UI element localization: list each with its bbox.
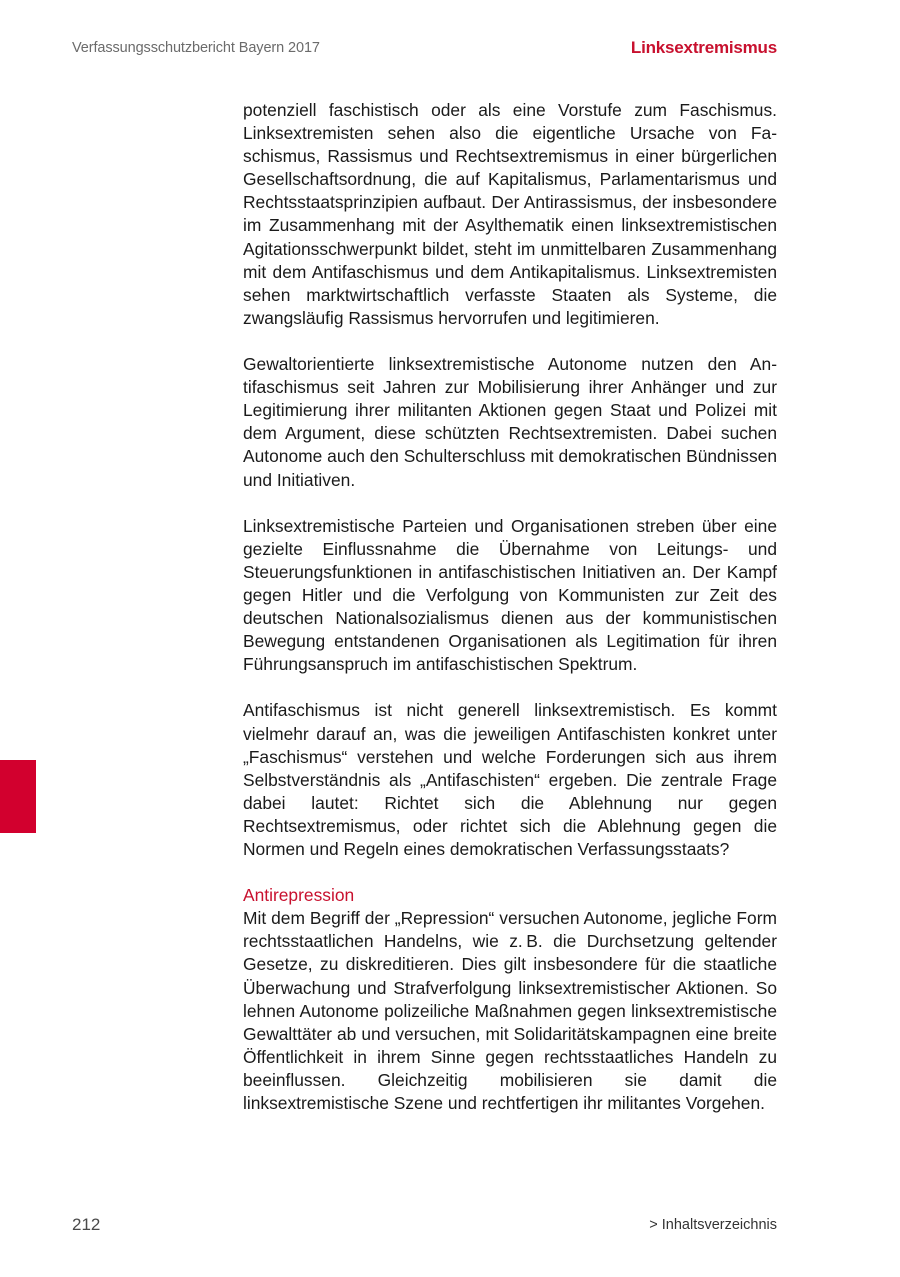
chapter-title: Linksextremismus: [630, 38, 777, 57]
chapter-side-tab: [0, 760, 36, 833]
paragraph-antirepression: Mit dem Begriff der „Repression“ versuchen Autonome, jegliche Form rechtsstaatlichen Handelns, wie z. B. die Durchsetzung geltender Gesetze, zu diskreditieren. Dies gilt insbesondere für die staatliche Überwachung und Strafverfolgung linksextremistischer Aktionen. So lehnen Autonome polizeiliche Maßnahmen gegen linksextremistische Gewalttäter ab und versuchen, mit Solidaritätskampagnen eine breite Öffentlichkeit in ihrem Sinne gegen rechtsstaatliches Handeln zu beeinflussen. Gleichzeitig mobilisieren sie damit die linksextremistische Szene und rechtfertigen ihr militantes Vorgehen.: [243, 908, 777, 1114]
page-number: 212: [72, 1215, 101, 1234]
paragraph-1: potenziell faschistisch oder als eine Vorstufe zum Faschismus. Linksextremisten sehen also die eigentliche Ursache von Faschismus, Rassismus und Rechtsextremismus in einer bürgerlichen Gesellschaftsordnung, die auf Kapitalismus, Parlamentarismus und Rechtsstaatsprinzipien aufbaut. Der Antirassismus, der insbesondere im Zusammenhang mit der Asylthematik einen linksextremistischen Agitationsschwerpunkt bildet, steht im unmittelbaren Zusammenhang mit dem Antifaschismus und dem Antikapitalismus. Linksextremisten sehen marktwirtschaftlich verfasste Staaten als Systeme, die zwangsläufig Rassismus hervorrufen und legitimieren.: [243, 100, 777, 328]
paragraph-2: Gewaltorientierte linksextremistische Autonome nutzen den Antifaschismus seit Jahren zur Mobilisierung ihrer Anhänger und zur Legitimierung ihrer militanten Aktionen gegen Staat und Polizei mit dem Argument, diese schützten Rechtsextremisten. Dabei suchen Autonome auch den Schulterschluss mit demokratischen Bündnissen und Initiativen.: [243, 354, 777, 490]
publication-title: Verfassungsschutzbericht Bayern 2017: [72, 40, 320, 56]
section-heading-antirepression: Antirepression: [243, 885, 355, 906]
table-of-contents-link[interactable]: > Inhaltsverzeichnis: [649, 1217, 777, 1233]
body-text: [243, 99, 777, 1115]
paragraph-3: Linksextremistische Parteien und Organisationen streben über eine gezielte Einflussnahme die Übernahme von Leitungs- und Steuerungsfunktionen in antifaschistischen Initiativen an. Der Kampf gegen Hitler und die Verfolgung von Kommunisten zur Zeit des deutschen Nationalsozialismus dienen aus der kommunistischen Bewegung entstandenen Organisationen als Legitimation für ihren Führungsanspruch im antifaschistischen Spektrum.: [243, 515, 777, 675]
paragraph-4: Antifaschismus ist nicht generell linksextremistisch. Es kommt vielmehr darauf an, was die jeweiligen Antifaschisten konkret unter „Faschismus“ verstehen und welche Forderungen sich aus ihrem Selbstverständnis als „Antifaschisten“ ergeben. Die zentrale Frage dabei lautet: Richtet sich die Ablehnung nur gegen Rechtsextremismus, oder richtet sich die Ablehnung gegen die Normen und Regeln eines demokratischen Verfassungsstaats?: [243, 700, 777, 859]
